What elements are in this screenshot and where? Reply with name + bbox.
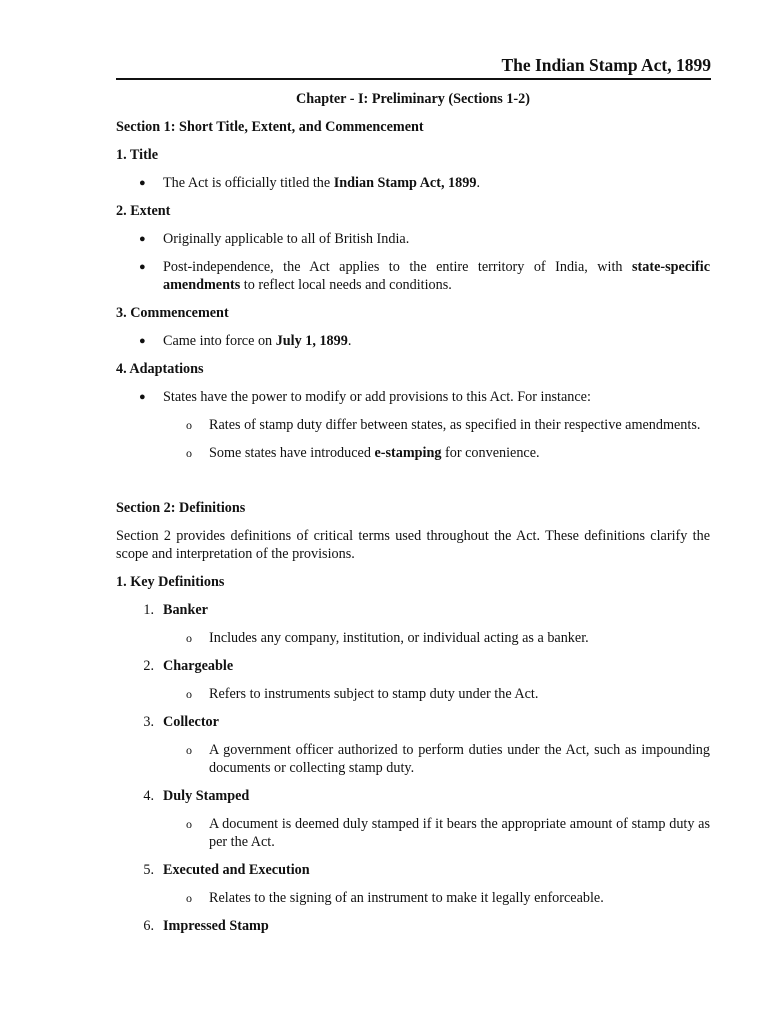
circle-bullet-icon: o <box>186 891 192 905</box>
text: The Act is officially titled the <box>163 175 334 191</box>
bold-text: e-stamping <box>374 445 442 461</box>
definition-term: Banker <box>163 602 208 618</box>
definition-item <box>116 787 710 805</box>
definition-item <box>116 917 710 935</box>
definition-term: Chargeable <box>163 658 234 674</box>
circle-bullet-icon: o <box>186 687 192 701</box>
text: Originally applicable to all of British India. <box>163 231 410 247</box>
text: Relates to the signing of an instrument to make it legally enforceable. <box>209 890 604 906</box>
bullet-icon: ● <box>139 335 146 347</box>
item-number: 4. <box>143 788 154 804</box>
definition-desc <box>116 889 710 907</box>
bold-text: July 1, 1899 <box>275 333 348 349</box>
chapter-heading: Chapter - I: Preliminary (Sections 1-2) <box>296 91 530 107</box>
definition-item <box>116 657 710 675</box>
definition-desc <box>116 629 710 647</box>
definition-item <box>116 713 710 731</box>
text: A government officer authorized to perform duties under the Act, such as impounding documents or collecting stamp duty. <box>209 742 710 776</box>
text: . <box>476 175 480 191</box>
header-rule <box>116 78 711 80</box>
sub-list-item <box>116 444 710 462</box>
commencement-heading: 3. Commencement <box>116 305 229 321</box>
bullet-icon: ● <box>139 261 146 273</box>
list-item <box>116 174 710 192</box>
definition-item <box>116 861 710 879</box>
list-item <box>116 230 710 248</box>
circle-bullet-icon: o <box>186 817 192 831</box>
circle-bullet-icon: o <box>186 418 192 432</box>
text: Refers to instruments subject to stamp duty under the Act. <box>209 686 539 702</box>
item-number: 5. <box>143 862 154 878</box>
bullet-icon: ● <box>139 391 146 403</box>
text: Rates of stamp duty differ between states, as specified in their respective amendments. <box>209 417 701 433</box>
text: Post-independence, the Act applies to the entire territory of India, with <box>163 259 632 275</box>
definition-desc <box>116 741 710 777</box>
text: A document is deemed duly stamped if it bears the appropriate amount of stamp duty as per the Act. <box>209 816 710 850</box>
text: Came into force on <box>163 333 276 349</box>
section2-intro: Section 2 provides definitions of critical terms used throughout the Act. These definitions clarify the scope and interpretation of the provisions. <box>116 528 710 562</box>
bullet-icon: ● <box>139 177 146 189</box>
bold-text: state-specific amendments <box>163 259 710 293</box>
page-header-title: The Indian Stamp Act, 1899 <box>501 55 711 75</box>
definition-term: Executed and Execution <box>163 862 310 878</box>
text: for convenience. <box>441 445 540 461</box>
text: to reflect local needs and conditions. <box>240 277 452 293</box>
item-number: 2. <box>143 658 154 674</box>
definition-item <box>116 601 710 619</box>
text: Includes any company, institution, or individual acting as a banker. <box>209 630 589 646</box>
item-number: 3. <box>143 714 154 730</box>
sub-list-item <box>116 416 710 434</box>
bold-text: Indian Stamp Act, 1899 <box>333 175 477 191</box>
circle-bullet-icon: o <box>186 446 192 460</box>
text: . <box>347 333 352 349</box>
list-item <box>116 258 710 294</box>
list-item <box>116 332 710 350</box>
definition-term: Impressed Stamp <box>163 918 269 934</box>
text: Some states have introduced <box>209 445 375 461</box>
definition-term: Collector <box>163 714 219 730</box>
item-number: 1. <box>143 602 154 618</box>
definition-desc <box>116 685 710 703</box>
document-body <box>116 90 710 945</box>
circle-bullet-icon: o <box>186 743 192 757</box>
section1-heading: Section 1: Short Title, Extent, and Commencement <box>116 119 424 135</box>
definition-term: Duly Stamped <box>163 788 250 804</box>
list-item <box>116 388 710 406</box>
circle-bullet-icon: o <box>186 631 192 645</box>
item-number: 6. <box>143 918 154 934</box>
definition-desc <box>116 815 710 851</box>
extent-heading: 2. Extent <box>116 203 171 219</box>
key-definitions-heading: 1. Key Definitions <box>116 574 225 590</box>
title-heading: 1. Title <box>116 147 159 163</box>
text: States have the power to modify or add provisions to this Act. For instance: <box>163 389 591 405</box>
bullet-icon: ● <box>139 233 146 245</box>
adaptations-heading: 4. Adaptations <box>116 361 204 377</box>
spacer <box>116 472 710 499</box>
section2-heading: Section 2: Definitions <box>116 500 246 516</box>
